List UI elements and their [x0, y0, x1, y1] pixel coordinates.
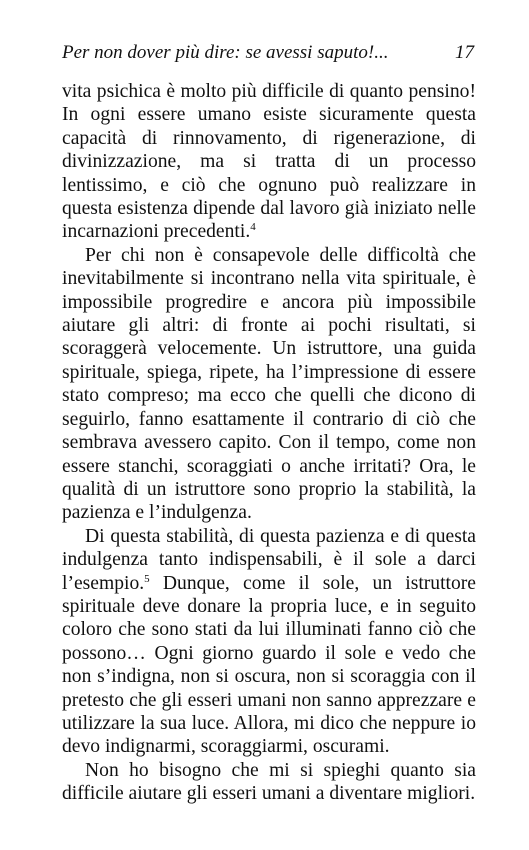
paragraph-3: [62, 525, 476, 759]
paragraph-3-text-before: Di questa stabilità, di questa pazienza e di questa indulgenza tanto indispensabili, è il sole a darci l’esempio.: [62, 525, 476, 594]
paragraph-1: [62, 80, 476, 244]
paragraph-2: [62, 244, 476, 525]
running-header: [62, 42, 476, 64]
paragraph-2-text: Per chi non è consapevole delle difficoltà che inevitabilmente si incontrano nella vita spirituale, è impossibile progredire e ancora più impossibile aiutare gli altri: di fronte ai pochi risultati, si scoraggerà velocemente. Un istruttore, una guida spirituale, spiega, ripete, ha l’impressione di essere stato compreso; ma ecco che quelli che dicono di seguirlo, fanno esattamente il contrario di ciò che sembrava avessero capito. Con il tempo, come non essere stanchi, scoraggiati o anche irritati? Ora, le qualità di un istruttore sono proprio la stabilità, la pazienza e l’indulgenza.: [62, 244, 476, 524]
paragraph-3-text-after: Dunque, come il sole, un istruttore spirituale deve donare la propria luce, e in seguito coloro che sono stati da lui illuminati fanno ciò che possono… Ogni giorno guardo il sole e vedo che non s’indigna, non si oscura, non si scoraggia con il pretesto che gli esseri umani non sanno apprezzare e utilizzare la sua luce. Allora, mi dico che neppure io devo indignarmi, scoraggiarmi, oscurami.: [62, 572, 476, 758]
page-number: 17: [455, 42, 474, 63]
body-text: [62, 80, 476, 806]
running-title: Per non dover più dire: se avessi saputo!...: [62, 42, 389, 63]
paragraph-4: [62, 759, 476, 806]
book-page: [62, 42, 476, 806]
paragraph-1-text: vita psichica è molto più difficile di quanto pensino! In ogni essere umano esiste sicuramente questa capacità di rinnovamento, di rigenerazione, di divinizzazione, ma si tratta di un processo lentissimo, e ciò che ognuno può realizzare in questa esistenza dipende dal lavoro già iniziato nelle incarnazioni precedenti.: [62, 81, 476, 243]
footnote-ref-5: 5: [144, 572, 150, 585]
paragraph-4-text: Non ho bisogno che mi si spieghi quanto sia difficile aiutare gli esseri umani a diventare migliori.: [62, 759, 476, 805]
footnote-ref-4: 4: [250, 221, 256, 234]
